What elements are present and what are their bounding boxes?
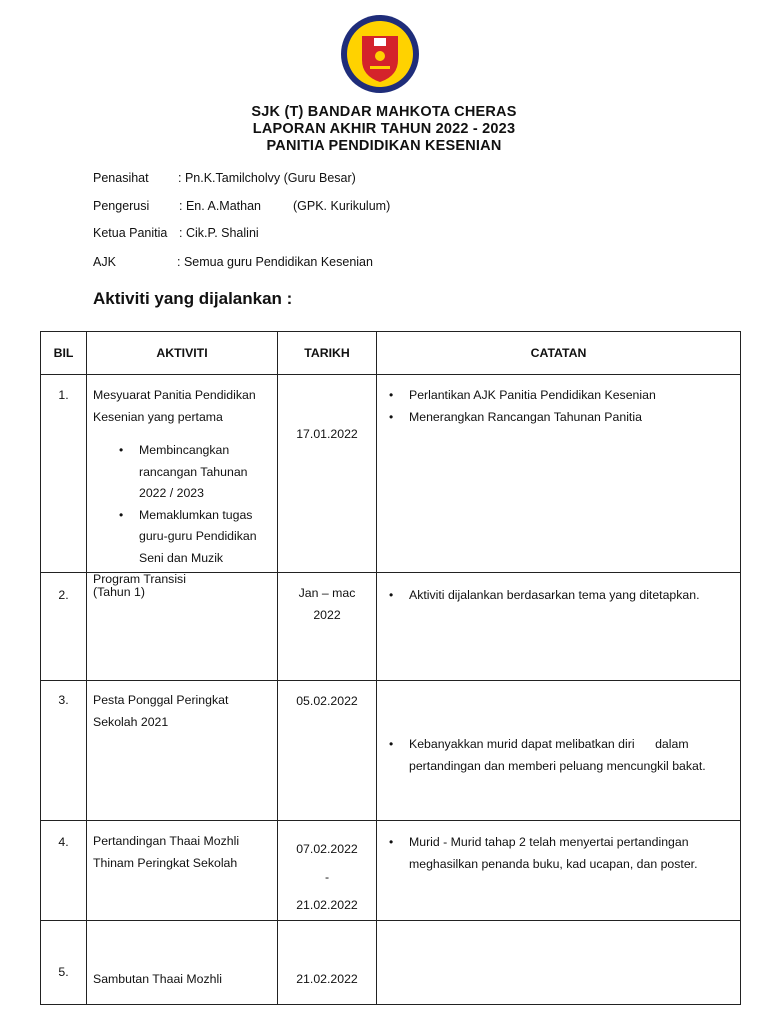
info-label: Pengerusi	[93, 199, 150, 213]
row-bil: 5.	[58, 965, 69, 979]
tarikh-line: Jan – mac	[298, 586, 356, 600]
row-aktiviti: Sambutan Thaai Mozhli	[93, 972, 222, 986]
catatan-list	[383, 691, 734, 820]
info-extra: (GPK. Kurikulum)	[293, 199, 391, 213]
row-tarikh: 21.02.2022	[296, 972, 358, 986]
row-catatan-empty	[377, 921, 741, 1005]
info-value: : Cik.P. Shalini	[179, 226, 259, 240]
row-aktiviti: Pesta Ponggal Peringkat Sekolah 2021	[93, 693, 229, 729]
aktiviti-line: (Tahun 1)	[93, 585, 145, 599]
row-bil: 4.	[58, 835, 69, 849]
activities-table	[40, 331, 741, 1005]
row-bil: 1.	[58, 388, 69, 402]
header-tarikh: TARIKH	[278, 332, 377, 375]
catatan-list	[383, 385, 734, 428]
info-label: AJK	[93, 255, 116, 269]
header-catatan: CATATAN	[377, 332, 741, 375]
tarikh-line: 21.02.2022	[296, 898, 358, 912]
row-aktiviti: Pertandingan Thaai Mozhli Thinam Peringkat Sekolah	[93, 834, 240, 870]
report-title: LAPORAN AKHIR TAHUN 2022 - 2023	[252, 121, 516, 137]
table-row	[41, 681, 741, 821]
header-bil: BIL	[41, 332, 87, 375]
section-heading: Aktiviti yang dijalankan :	[93, 289, 293, 308]
row-aktiviti: Mesyuarat Panitia Pendidikan Kesenian yang pertama	[93, 388, 256, 424]
list-item: • Memaklumkan tugas guru-guru Pendidikan Seni dan Muzik	[139, 505, 271, 570]
info-value: : Semua guru Pendidikan Kesenian	[177, 255, 373, 269]
table-row	[41, 375, 741, 573]
row-tarikh: 17.01.2022	[296, 427, 358, 441]
document-title-block	[0, 104, 768, 155]
row-tarikh	[278, 583, 376, 626]
info-label: Ketua Panitia	[93, 226, 168, 240]
list-item: • Perlantikan AJK Panitia Pendidikan Kesenian	[409, 385, 734, 407]
catatan-list	[383, 585, 734, 607]
info-value: : En. A.Mathan	[179, 199, 261, 213]
tarikh-line: 07.02.2022	[296, 842, 358, 856]
list-item: • Kebanyakkan murid dapat melibatkan diri dalam pertandingan dan memberi peluang mencungkil bakat.	[409, 734, 734, 777]
row-tarikh: 05.02.2022	[296, 694, 358, 708]
committee-title: PANITIA PENDIDIKAN KESENIAN	[266, 138, 502, 154]
aktiviti-bullet-list	[93, 440, 271, 569]
tarikh-line: 2022	[313, 607, 341, 622]
table-row	[41, 821, 741, 921]
row-tarikh	[278, 835, 376, 919]
school-logo	[340, 14, 420, 94]
list-item: • Membincangkan rancangan Tahunan 2022 / 2023	[139, 440, 271, 505]
list-item: • Aktiviti dijalankan berdasarkan tema yang ditetapkan.	[409, 585, 734, 607]
list-item: • Murid - Murid tahap 2 telah menyertai pertandingan meghasilkan penanda buku, kad ucapan, dan poster.	[409, 832, 734, 875]
catatan-list	[383, 832, 734, 875]
row-bil: 3.	[58, 693, 69, 707]
row-bil: 2.	[58, 588, 69, 602]
aktiviti-line: Program Transisi	[93, 572, 186, 586]
table-row	[41, 921, 741, 1005]
table-row	[41, 573, 741, 681]
info-label: Penasihat	[93, 171, 149, 185]
tarikh-line: -	[324, 870, 330, 884]
table-header-row	[41, 332, 741, 375]
list-item: • Menerangkan Rancangan Tahunan Panitia	[409, 407, 734, 429]
header-aktiviti: AKTIVITI	[87, 332, 278, 375]
school-name: SJK (T) BANDAR MAHKOTA CHERAS	[251, 104, 517, 120]
info-value: : Pn.K.Tamilcholvy (Guru Besar)	[178, 171, 356, 185]
row-aktiviti	[93, 573, 271, 599]
